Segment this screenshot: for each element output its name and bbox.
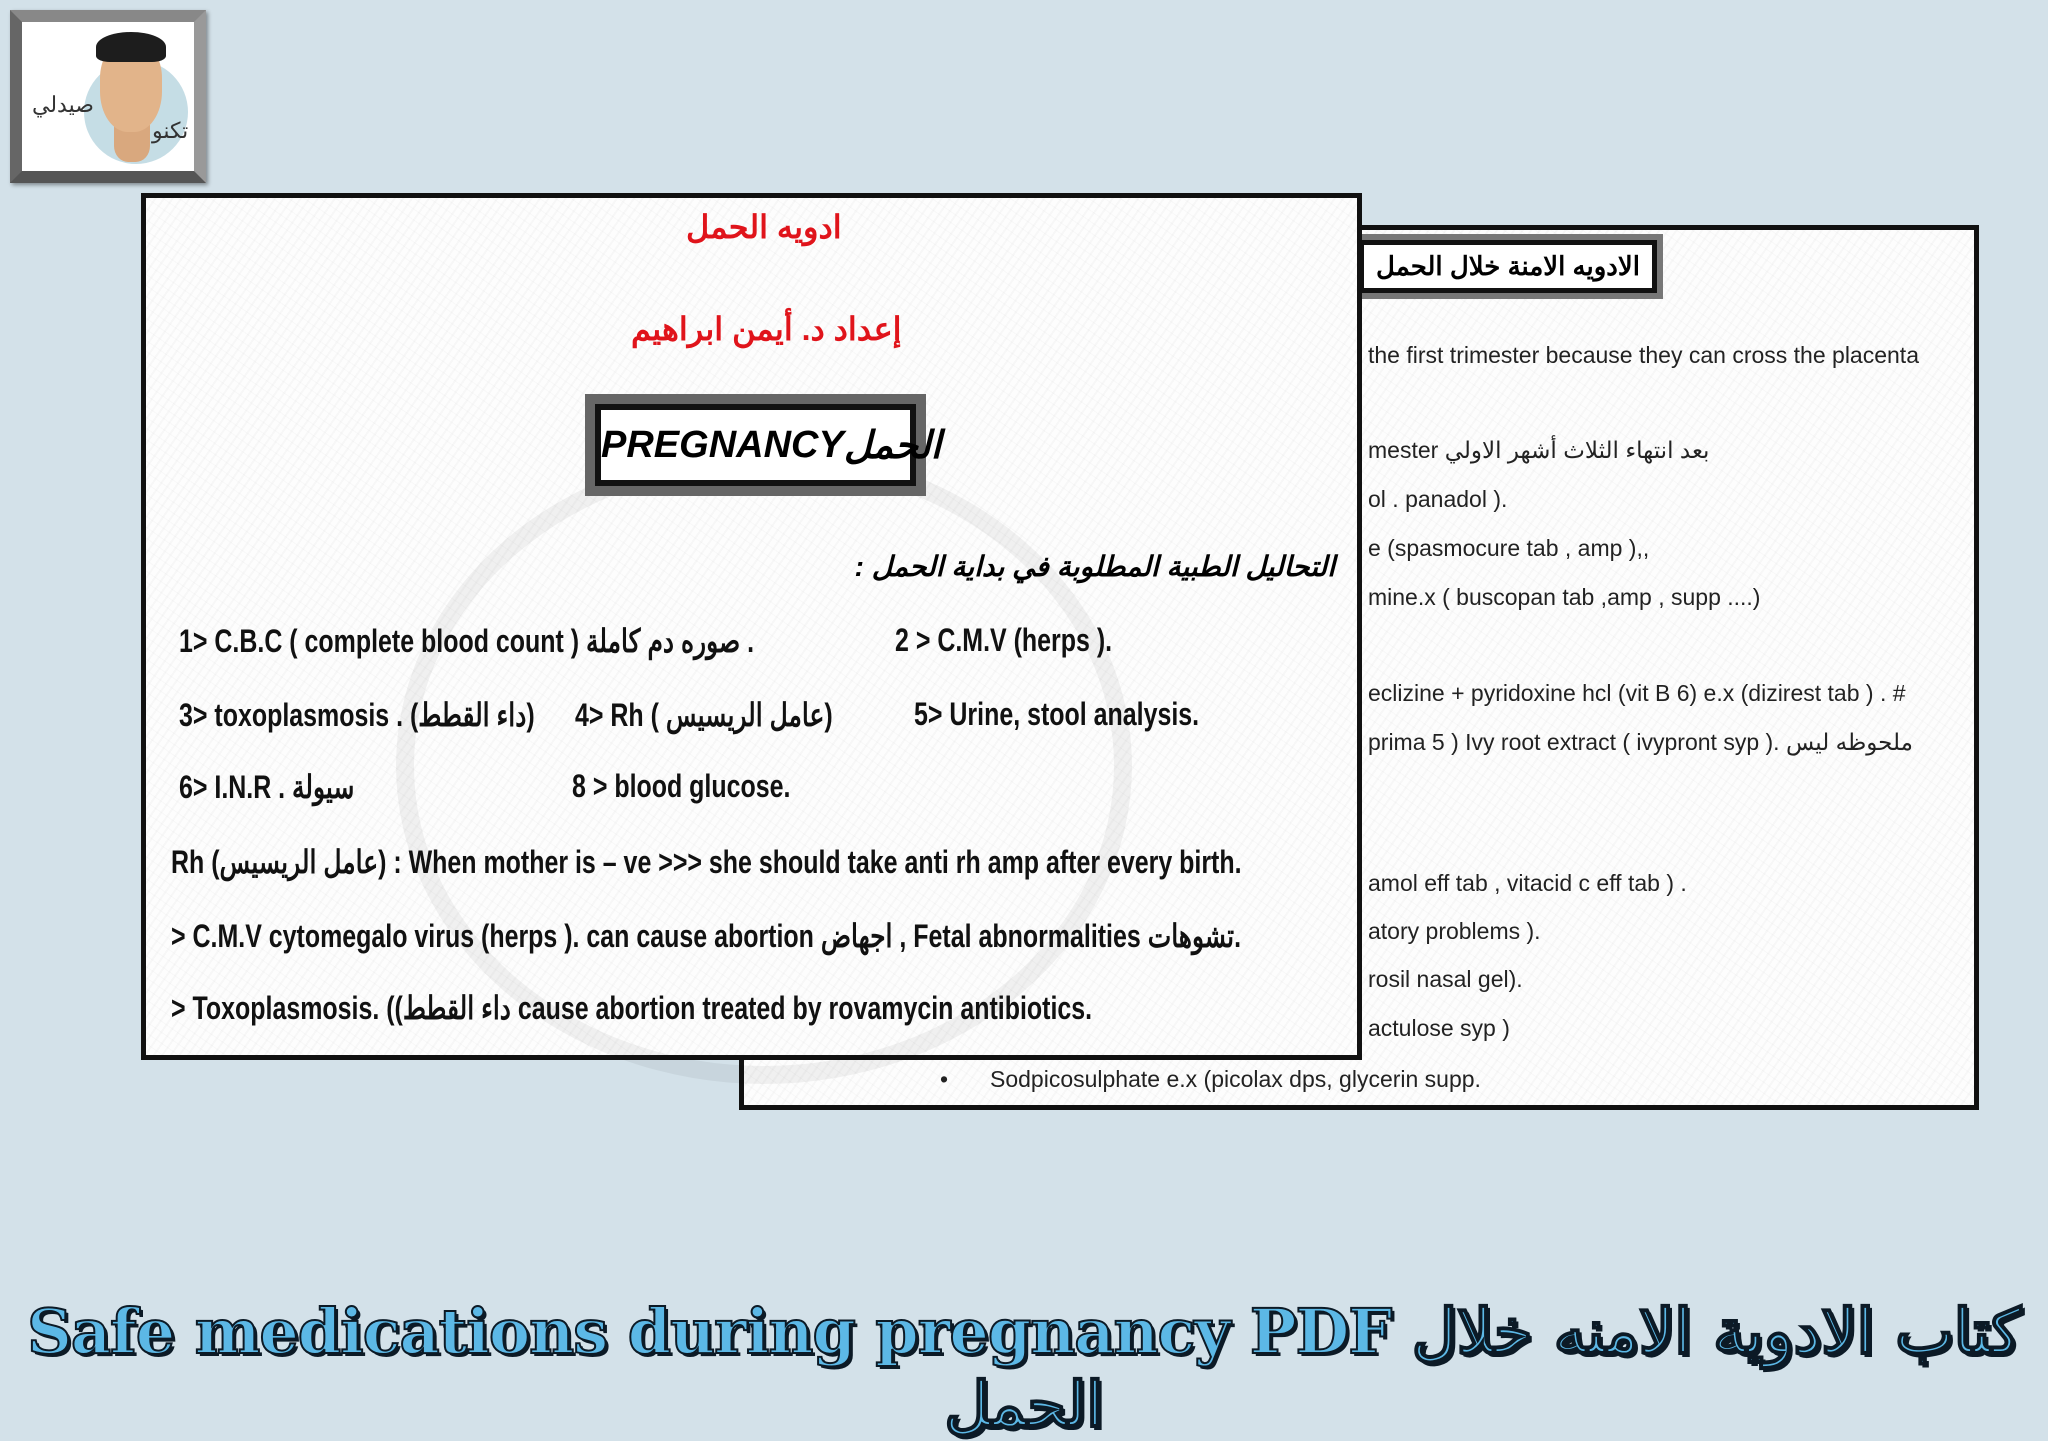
bullet-icon: • [940, 1066, 949, 1092]
test-item: 4> Rh ( عامل الريسيس) [575, 697, 833, 733]
test-item: 5> Urine, stool analysis. [914, 696, 1200, 732]
note-line: Rh (عامل الريسيس) : When mother is – ve >>> she should take anti rh amp after every birth. [171, 844, 1242, 880]
test-item: 3> toxoplasmosis . (داء القطط) [179, 697, 535, 733]
pregnancy-title-box [585, 394, 942, 496]
logo-text-top: صيدلي [32, 92, 94, 117]
note-line: > C.M.V cytomegalo virus (herps ). can cause abortion اجهاض , Fetal abnormalities تشوهات. [171, 918, 1242, 954]
back-line: mine.x ( buscopan tab ,amp , supp ....) [1368, 584, 1761, 610]
box-title-en: PREGNANCY [601, 423, 844, 466]
back-line: the first trimester because they can cross the placenta [1368, 342, 1919, 368]
front-page-preview [141, 193, 1362, 1060]
back-line: eclizine + pyridoxine hcl (vit B 6) e.x (dizirest tab ) . # [1368, 680, 1906, 706]
test-item: 8 > blood glucose. [572, 768, 791, 804]
logo-text-bottom: تكنو [152, 118, 189, 143]
test-item: 2 > C.M.V (herps ). [895, 622, 1113, 658]
box-title-ar: الحمل [843, 424, 942, 467]
back-line: rosil nasal gel). [1368, 966, 1523, 992]
section-heading: التحاليل الطبية المطلوبة في بداية الحمل : [854, 551, 1335, 582]
avatar-hair [96, 32, 166, 62]
front-page-title: ادويه الحمل [686, 209, 842, 245]
back-line: actulose syp ) [1368, 1015, 1510, 1041]
back-line: mester بعد انتهاء الثلاث أشهر الاولي [1368, 437, 1710, 463]
note-line: > Toxoplasmosis. ((داء القطط cause abortion treated by rovamycin antibiotics. [171, 990, 1093, 1026]
back-line: ol . panadol ). [1368, 486, 1508, 512]
banner-title: Safe medications during pregnancy PDF كتاب الادوية الامنه خلال الحمل [27, 1295, 2021, 1441]
back-line: prima 5 ) Ivy root extract ( ivypront syp ). ملحوظه ليس [1368, 729, 1913, 755]
back-line: e (spasmocure tab , amp ),, [1368, 535, 1650, 561]
back-line: atory problems ). [1368, 918, 1541, 944]
test-item: 6> I.N.R . سيولة [179, 769, 355, 805]
site-logo [10, 10, 206, 183]
back-page-title: الادويه الامنة خلال الحمل [1359, 240, 1657, 293]
test-item: 1> C.B.C ( complete blood count ) صوره دم كاملة . [179, 623, 755, 659]
author-line: إعداد د. أيمن ابراهيم [631, 311, 902, 347]
back-line: amol eff tab , vitacid c eff tab ) . [1368, 870, 1687, 896]
back-line: Sodpicosulphate e.x (picolax dps, glycerin supp. [990, 1066, 1481, 1092]
